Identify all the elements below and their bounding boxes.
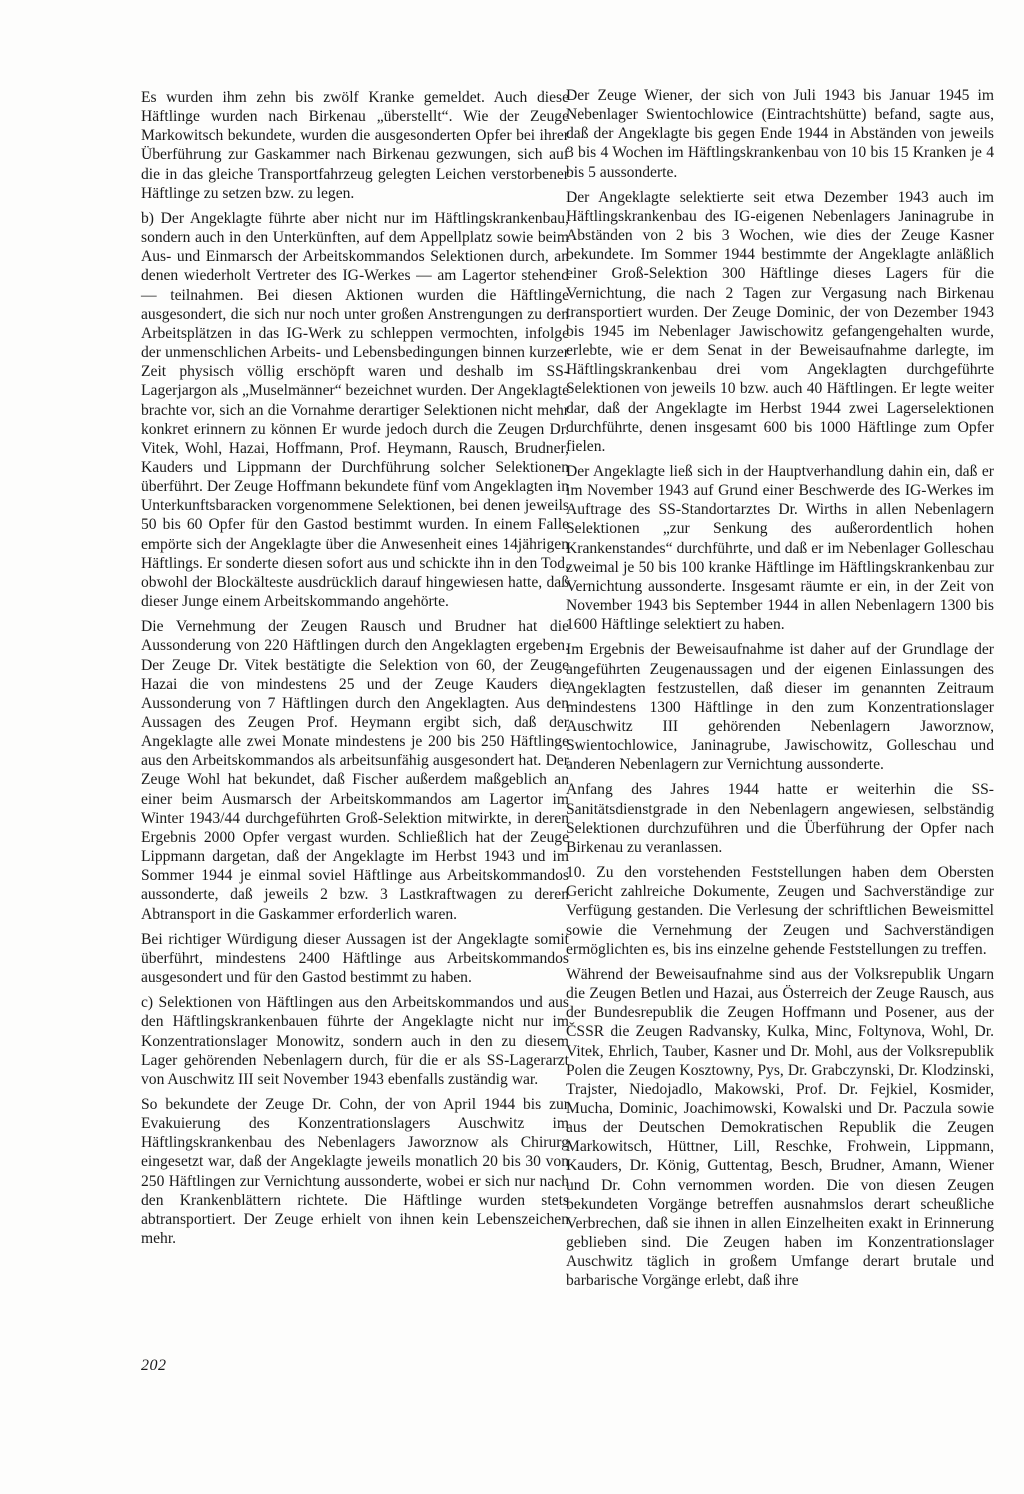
paragraph: Die Vernehmung der Zeugen Rausch und Brudner hat die Aussonderung von 220 Häftlingen durch den Angeklagten ergeben. Der Zeuge Dr. Vitek bestätigte die Selektion von 60, der Zeuge Hazai die von mindestens 25 und der Zeuge Kauders die Aussonderung von 7 Häftlingen durch den Angeklagten. Aus den Aussagen des Zeugen Prof. Heymann ergibt sich, daß der Angeklagte alle zwei Monate mindestens je 200 bis 250 Häftlinge aus den Arbeitskommandos als arbeitsunfähig ausgesondert hat. Der Zeuge Wohl hat bekundet, daß Fischer außerdem maßgeblich an einer beim Ausmarsch der Arbeitskommandos am Lagertor im Winter 1943/44 durchgeführten Groß-Selektion mitwirkte, in deren Ergebnis 2000 Opfer vergast wurden. Schließlich hat der Zeuge Lippmann dargetan, daß der Angeklagte im Herbst 1943 und im Sommer 1944 je einmal soviel Häftlinge aus Arbeitskommandos aussonderte, daß jeweils 2 bzw. 3 Lastkraftwagen zu deren Abtransport in die Gaskammer erforderlich waren. [141,618,569,923]
paragraph: Der Zeuge Wiener, der sich von Juli 1943 bis Januar 1945 im Nebenlager Swientochlowice (Eintrachtshütte) befand, sagte aus, daß der Angeklagte bis gegen Ende 1944 in Abständen von jeweils 3 bis 4 Wochen im Häftlingskrankenbau von 10 bis 15 Kranken je 4 bis 5 aussonderte. [566,87,994,181]
paragraph: So bekundete der Zeuge Dr. Cohn, der von April 1944 bis zur Evakuierung des Konzentrationslagers Auschwitz im Häftlingskrankenbau des Nebenlagers Jaworznow als Chirurg eingesetzt war, daß der Angeklagte jeweils monatlich 20 bis 30 von 250 Häftlingen zur Vernichtung aussonderte, wobei er sich nur nach den Krankenblättern richtete. Die Häftlinge wurden stets abtransportiert. Der Zeuge erhielt von ihnen kein Lebenszeichen mehr. [141,1095,569,1248]
paragraph: Der Angeklagte ließ sich in der Hauptverhandlung dahin ein, daß er im November 1943 auf Grund einer Beschwerde des IG-Werkes im Auftrage des SS-Standortarztes Dr. Wirths in allen Nebenlagern Selektionen „zur Senkung des außerordentlich hohen Krankenstandes“ durchführte, und daß er im Nebenlager Golleschau zweimal je 50 bis 100 kranke Häftlinge im Häftlingskrankenbau zur Vernichtung aussonderte. Insgesamt räumte er ein, in der Zeit von November 1943 bis September 1944 in allen Nebenlagern 1300 bis 1600 Häftlinge selektiert zu haben. [566,462,994,634]
paragraph: Es wurden ihm zehn bis zwölf Kranke gemeldet. Auch diese Häftlinge wurden nach Birkenau „überstellt“. Wie der Zeuge Markowitsch bekundete, wurden die ausgesonderten Opfer bei ihrer Überführung zur Gaskammer nach Birkenau gezwungen, sich auf die in das gleiche Transportfahrzeug gelegten Leichen verstorbener Häftlinge zu setzen bzw. zu legen. [141,89,569,202]
page-number: 202 [141,1357,167,1374]
right-column [566,86,994,1297]
paragraph: b) Der Angeklagte führte aber nicht nur im Häftlingskrankenbau, sondern auch in den Unterkünften, auf dem Appellplatz sowie beim Aus- und Einmarsch der Arbeitskommandos Selektionen durch, an denen wiederholt Vertreter des IG-Werkes — am Lagertor stehend — teilnahmen. Bei diesen Aktionen wurden die Häftlinge ausgesondert, die sich nur noch unter großen Anstrengungen zu den Arbeitsplätzen in das IG-Werk zu schleppen vermochten, infolge der unmenschlichen Arbeits- und Lebensbedingungen binnen kurzer Zeit physisch völlig erschöpft waren und deshalb im SS-Lagerjargon als „Muselmänner“ bezeichnet wurden. Der Angeklagte brachte vor, sich an die Vornahme derartiger Selektionen nicht mehr konkret erinnern zu können Er wurde jedoch durch die Zeugen Dr. Vitek, Wohl, Hazai, Hoffmann, Prof. Heymann, Rausch, Brudner, Kauders und Lippmann der Durchführung solcher Selektionen überführt. Der Zeuge Hoffmann bekundete fünf vom Angeklagten in Unterkunftsbaracken vorgenommene Selektionen, bei denen jeweils 50 bis 60 Opfer für den Gastod bestimmt wurden. In einem Falle empörte sich der Angeklagte über die Anwesenheit eines 14jährigen Häftlings. Er sonderte diesen sofort aus und schickte ihn in den Tod, obwohl der Blockälteste ausdrücklich darauf hingewiesen hatte, daß dieser Junge einem Arbeitskommando angehörte. [141,209,569,611]
paragraph: c) Selektionen von Häftlingen aus den Arbeitskommandos und aus den Häftlingskrankenbauen führte der Angeklagte nicht nur im Konzentrationslager Monowitz, sondern auch in den zu diesem Lager gehörenden Nebenlagern durch, für die er als SS-Lagerarzt von Auschwitz III seit November 1943 ebenfalls zuständig war. [141,994,569,1088]
paragraph: Bei richtiger Würdigung dieser Aussagen ist der Angeklagte somit überführt, mindestens 2400 Häftlinge aus Arbeitskommandos ausgesondert und für den Gastod bestimmt zu haben. [141,930,569,987]
paragraph: 10. Zu den vorstehenden Feststellungen haben dem Obersten Gericht zahlreiche Dokumente, Zeugen und Sachverständige zur Verfügung gestanden. Die Verlesung der schriftlichen Beweismittel sowie die Vernehmung der Zeugen und Sachverständigen ermöglichten es, bis ins einzelne gehende Feststellungen zu treffen. [566,864,994,958]
paragraph: Der Angeklagte selektierte seit etwa Dezember 1943 auch im Häftlingskrankenbau des IG-eigenen Nebenlagers Janinagrube in Abständen von 2 bis 3 Wochen, wie dies der Zeuge Kasner bekundete. Im Sommer 1944 bestimmte der Angeklagte anläßlich einer Groß-Selektion 300 Häftlinge dieses Lagers für die Vernichtung, die nach 2 Tagen zur Vergasung nach Birkenau transportiert wurden. Der Zeuge Dominic, der von Dezember 1943 bis 1945 im Nebenlager Jawischowitz gefangengehalten wurde, erlebte, wie er dem Senat in der Beweisaufnahme darlegte, im Häftlingskrankenbau drei vom Angeklagten durchgeführte Selektionen von jeweils 10 bzw. auch 40 Häftlingen. Er legte weiter dar, daß der Angeklagte im Herbst 1944 zwei Lagerselektionen durchführte, denen insgesamt 600 bis 1000 Häftlinge zum Opfer fielen. [566,188,994,455]
paragraph: Anfang des Jahres 1944 hatte er weiterhin die SS-Sanitätsdienstgrade in den Nebenlagern angewiesen, selbständig Selektionen durchzuführen und die Überführung der Opfer nach Birkenau zu veranlassen. [566,781,994,856]
paragraph: Im Ergebnis der Beweisaufnahme ist daher auf der Grundlage der angeführten Zeugenaussagen und der eigenen Einlassungen des Angeklagten festzustellen, daß dieser im genannten Zeitraum mindestens 1300 Häftlinge in den zum Konzentrationslager Auschwitz III gehörenden Nebenlagern Jaworznow, Swientochlowice, Janinagrube, Jawischowitz, Golleschau und anderen Nebenlagern zur Vernichtung aussonderte. [566,641,994,774]
paragraph: Während der Beweisaufnahme sind aus der Volksrepublik Ungarn die Zeugen Betlen und Hazai, aus Österreich der Zeuge Rausch, aus der Bundesrepublik die Zeugen Hoffmann und Posener, aus der ČSSR die Zeugen Radvansky, Kulka, Minc, Foltynova, Wohl, Dr. Vitek, Ehrlich, Tauber, Kasner und Dr. Mohl, aus der Volksrepublik Polen die Zeugen Kosztowny, Pys, Dr. Grabczynski, Dr. Klodzinski, Trajster, Niedojadlo, Makowski, Prof. Dr. Fejkiel, Kosmider, Mucha, Dominic, Joachimowski, Kowalski und Dr. Paczula sowie aus der Deutschen Demokratischen Republik die Zeugen Markowitsch, Hüttner, Lill, Reschke, Frohwein, Lippmann, Kauders, Dr. König, Guttentag, Besch, Brudner, Amann, Wiener und Dr. Cohn vernommen worden. Die von diesen Zeugen bekundeten Vorgänge betreffen ausnahmslos derart scheußliche Verbrechen, daß sie ihnen in allen Einzelheiten exakt in Erinnerung geblieben sind. Die Zeugen haben im Konzentrationslager Auschwitz täglich in großem Umfange derart brutale und barbarische Vorgänge erlebt, daß ihre [566,965,994,1290]
left-column [141,88,569,1254]
